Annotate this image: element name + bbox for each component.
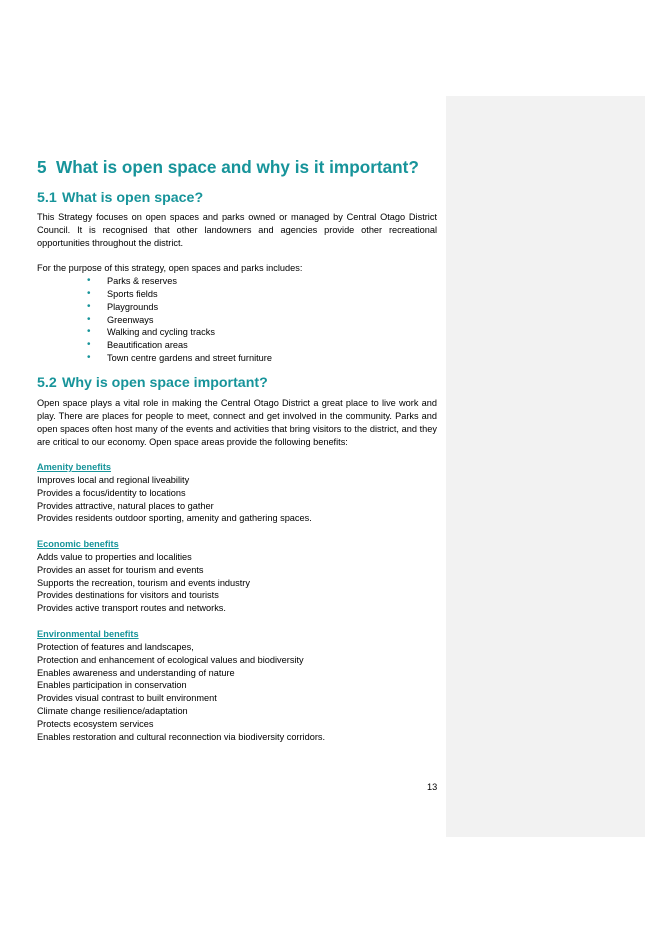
list-item: Improves local and regional liveability [37, 474, 190, 485]
bullet-icon: • [87, 352, 91, 364]
bullet-icon: • [87, 287, 91, 299]
list-item: Provides attractive, natural places to gather [37, 500, 214, 511]
list-item: Provides a focus/identity to locations [37, 487, 186, 498]
list-item: • Greenways [87, 313, 154, 325]
list-item: Supports the recreation, tourism and events industry [37, 577, 250, 588]
paragraph-strategy-focus: This Strategy focuses on open spaces and parks owned or managed by Central Otago District Council. It is recognised that other landowners and agencies provide other recreational opportunities throughout the district. [37, 212, 437, 248]
list-item: Provides residents outdoor sporting, amenity and gathering spaces. [37, 513, 312, 524]
bullet-icon: • [87, 300, 91, 312]
section-heading [37, 157, 457, 178]
economic-benefits-heading: Economic benefits [37, 539, 119, 549]
list-item: • Beautification areas [87, 339, 188, 351]
environmental-benefits [37, 628, 437, 744]
page-number: 13 [427, 782, 438, 792]
list-item: Adds value to properties and localities [37, 551, 192, 562]
subsection-heading-5-2 [37, 375, 268, 391]
section-number: 5 [37, 157, 47, 177]
bullet-icon: • [87, 326, 91, 338]
list-item: • Town centre gardens and street furniture [87, 352, 272, 364]
list-item: Provides destinations for visitors and tourists [37, 590, 219, 601]
section-title: What is open space and why is it important? [56, 157, 419, 177]
comment-pane [446, 96, 645, 837]
subsection-heading-5-1 [37, 190, 203, 206]
list-item: Enables restoration and cultural reconnection via biodiversity corridors. [37, 731, 326, 742]
list-item: Enables participation in conservation [37, 680, 187, 691]
paragraph-purpose: For the purpose of this strategy, open spaces and parks includes: [37, 263, 303, 273]
list-item: Climate change resilience/adaptation [37, 706, 188, 717]
paragraph-vital-role: Open space plays a vital role in making the Central Otago District a great place to live work and play. There are places for people to meet, connect and get involved in the community. Parks and open spaces often host many of the events and activities that bring visitors to the district, and they are critical to our economy. Open space areas provide the following benefits: [37, 398, 437, 447]
environmental-benefits-heading: Environmental benefits [37, 629, 139, 639]
subsection-title-5-1: What is open space? [62, 190, 204, 206]
list-item: • Playgrounds [87, 300, 159, 312]
list-item: Protection and enhancement of ecological values and biodiversity [37, 654, 304, 665]
subsection-number-5-2: 5.2 [37, 375, 57, 391]
list-item: • Sports fields [87, 287, 158, 299]
list-item: Provides active transport routes and networks. [37, 603, 226, 614]
list-item: Provides an asset for tourism and events [37, 564, 204, 575]
bullet-icon: • [87, 313, 91, 325]
bullet-icon: • [87, 339, 91, 351]
list-item: Provides visual contrast to built environment [37, 693, 217, 704]
list-item: Enables awareness and understanding of nature [37, 667, 235, 678]
list-item: • Parks & reserves [87, 275, 177, 286]
bullet-icon: • [87, 275, 91, 286]
list-item: Protection of features and landscapes, [37, 641, 194, 652]
list-item: Protects ecosystem services [37, 718, 154, 729]
subsection-number-5-1: 5.1 [37, 190, 57, 206]
economic-benefits [37, 538, 437, 615]
subsection-title-5-2: Why is open space important? [62, 375, 268, 391]
amenity-benefits [37, 461, 437, 525]
amenity-benefits-heading: Amenity benefits [37, 462, 112, 472]
list-item: • Walking and cycling tracks [87, 326, 215, 338]
open-space-list [87, 275, 272, 365]
